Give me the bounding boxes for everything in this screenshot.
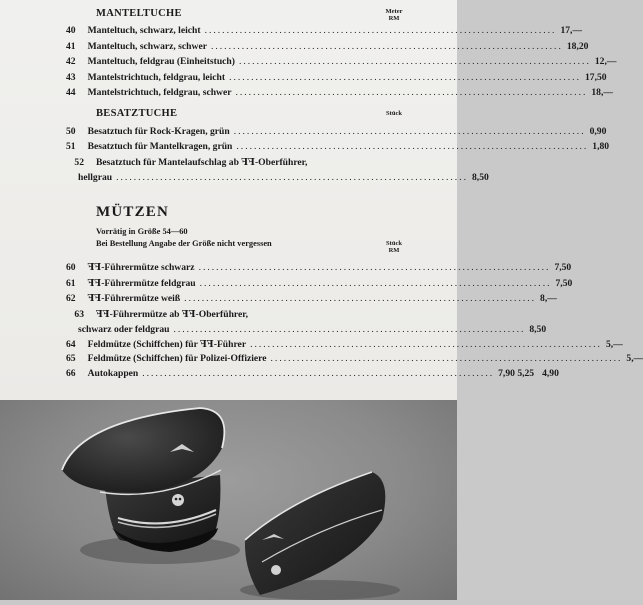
item-price: 7,50: [554, 262, 572, 273]
section-heading: BESATZTUCHE: [96, 108, 178, 119]
item-price: 17,50: [584, 71, 607, 83]
item-price: 8,50: [529, 324, 547, 335]
item-description: Feldmütze (Schiffchen) für ꟻꟻ-Führer: [87, 339, 247, 350]
price-row: [66, 353, 643, 365]
extra-prices: 7,90 5,25: [498, 368, 535, 379]
dot-leader: ................................................................................: [250, 339, 602, 350]
dot-leader: ................................................................................: [199, 278, 552, 289]
item-description: schwarz oder feldgrau: [78, 324, 170, 335]
item-description: ꟻꟻ-Führermütze feldgrau: [87, 278, 196, 289]
item-description: Besatztuch für Mantelaufschlag ab ꟻꟻ-Oberführer,: [96, 157, 308, 168]
dot-leader: ................................................................................: [235, 87, 588, 98]
unit-label: Meter RM: [385, 8, 403, 22]
dot-leader: ................................................................................: [270, 353, 623, 364]
item-number: 51: [66, 141, 76, 152]
price-row: [66, 262, 572, 274]
price-row: [66, 141, 610, 153]
item-description: Besatztuch für Rock-Kragen, grün: [87, 126, 230, 137]
price-row: [66, 126, 607, 138]
item-number: 65: [66, 353, 76, 364]
caps-photo: [0, 400, 457, 600]
dot-leader: ................................................................................: [173, 324, 526, 335]
caps-illustration: [0, 400, 457, 600]
item-number: 50: [66, 126, 76, 137]
item-description: Manteltuch, schwarz, schwer: [87, 40, 207, 52]
size-note: Vorrätig in Größe 54—60: [96, 227, 188, 236]
price-row: [66, 278, 573, 290]
dot-leader: ................................................................................: [238, 56, 591, 67]
item-number: 63: [74, 309, 84, 320]
dot-leader: ................................................................................: [142, 368, 495, 379]
item-description: Besatztuch für Mantelkragen, grün: [87, 141, 233, 152]
item-description: Manteltuch, feldgrau (Einheitstuch): [87, 56, 235, 67]
side-cap-skull: [271, 565, 281, 575]
side-cap-body: [245, 472, 385, 595]
price-row: [66, 25, 583, 37]
price-row: [66, 339, 623, 351]
item-price: 18,20: [566, 40, 589, 52]
item-description: ꟻꟻ-Führermütze weiß: [87, 293, 181, 304]
item-number: 41: [66, 40, 76, 52]
item-number: 40: [66, 25, 76, 36]
item-number: 52: [74, 157, 84, 168]
item-number: 43: [66, 71, 76, 83]
price-row: [78, 324, 547, 336]
section-heading: MÜTZEN: [96, 204, 170, 220]
item-number: 44: [66, 87, 76, 98]
item-number: 60: [66, 262, 76, 273]
item-number: 61: [66, 278, 76, 289]
price-row: [78, 172, 489, 184]
item-price: 1,80: [592, 141, 610, 152]
item-price: 7,50: [555, 278, 573, 289]
section-muetzen: [66, 204, 414, 264]
item-description: Mantelstrichtuch, feldgrau, leicht: [87, 71, 226, 83]
dot-leader: ................................................................................: [236, 141, 589, 152]
unit-label: Stück RM: [386, 240, 402, 254]
dot-leader: ................................................................................: [198, 262, 551, 273]
item-number: 66: [66, 368, 76, 379]
unit-label: Stück: [386, 110, 402, 117]
price-row: [74, 309, 414, 321]
item-description: ꟻꟻ-Führermütze schwarz: [87, 262, 195, 273]
item-description: ꟻꟻ-Führermütze ab ꟻꟻ-Oberführer,: [96, 309, 249, 320]
item-price: 17,—: [560, 25, 583, 36]
item-description: Mantelstrichtuch, feldgrau, schwer: [87, 87, 232, 98]
item-price: 12,—: [594, 56, 617, 67]
item-description: Autokappen: [87, 368, 139, 379]
item-price: 5,—: [626, 353, 643, 364]
item-number: 42: [66, 56, 76, 67]
item-number: 62: [66, 293, 76, 304]
item-description: Feldmütze (Schiffchen) für Polizei-Offiziere: [87, 353, 267, 364]
item-price: 8,—: [540, 293, 557, 304]
dot-leader: ................................................................................: [233, 126, 586, 137]
section-heading: MANTELTUCHE: [96, 8, 182, 19]
item-number: 64: [66, 339, 76, 350]
price-row: [66, 40, 589, 53]
item-price: 5,—: [605, 339, 623, 350]
item-price: 8,50: [472, 172, 489, 183]
item-description: Manteltuch, schwarz, leicht: [87, 25, 201, 36]
skull-insignia: [172, 494, 184, 506]
dot-leader: ................................................................................: [204, 25, 557, 36]
price-row: [66, 71, 607, 84]
price-row: [66, 368, 559, 380]
item-price: 4,90: [542, 368, 559, 379]
dot-leader: ................................................................................: [229, 71, 581, 83]
dot-leader: ................................................................................: [210, 40, 563, 52]
price-row: [66, 56, 617, 68]
dot-leader: ................................................................................: [184, 293, 537, 304]
item-description: hellgrau: [78, 172, 113, 183]
order-note: Bei Bestellung Angabe der Größe nicht vergessen: [96, 239, 272, 248]
item-price: 18,—: [591, 87, 613, 98]
price-row: [74, 157, 414, 169]
price-row: [66, 87, 613, 99]
item-price: 0,90: [589, 126, 607, 137]
price-row: [66, 293, 557, 305]
dot-leader: ................................................................................: [116, 172, 468, 183]
